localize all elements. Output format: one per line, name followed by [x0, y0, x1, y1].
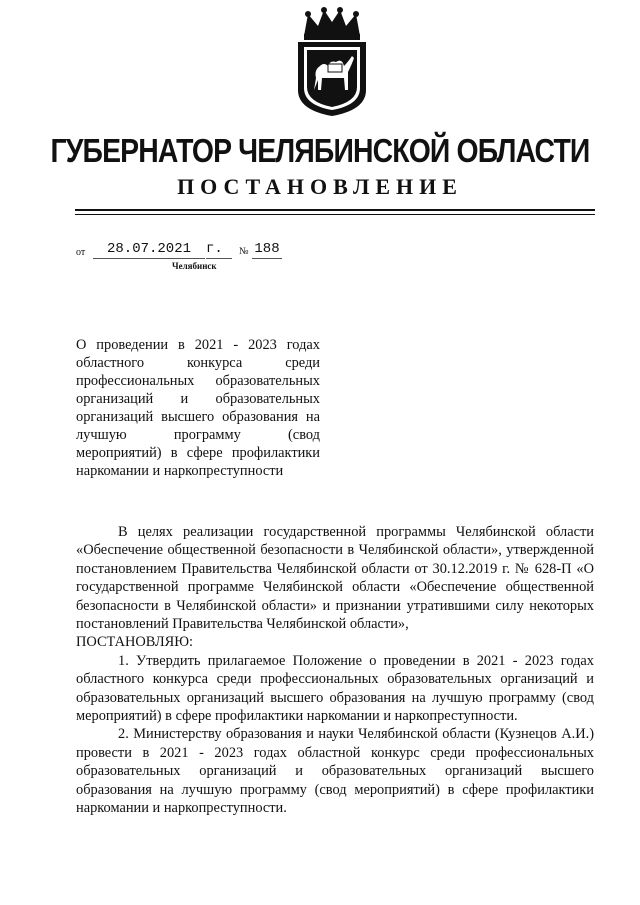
preamble-paragraph: В целях реализации государственной программы Челябинской области «Обеспечение общественной безопасности в Челябинской области», утвержденной постановлением Правительства Челябинской области от 30.12.2019 г. № 628-П «О государственной программе Челябинской области «Обеспечение общественной безопасности в Челябинской области» и признании утратившими силу некоторых постановлений Правительства Челябинской области», — [76, 524, 594, 633]
city-label: Челябинск — [172, 261, 217, 271]
header-divider-thick — [75, 209, 595, 211]
document-subject: О проведении в 2021 - 2023 годах областного конкурса среди профессиональных образовательных организаций и образовательных организаций высшего образования на лучшую программу (свод мероприятий) в сфере профилактики наркомании и наркопреступности — [76, 337, 320, 479]
item-2-paragraph: 2. Министерству образования и науки Челябинской области (Кузнецов А.И.) провести в 2021 - 2023 годах областной конкурс среди профессиональных образовательных организаций и образовательных организаций высшего образования на лучшую программу (свод мероприятий) в сфере профилактики наркомании и наркопреступности. — [76, 726, 594, 817]
year-suffix: г. — [206, 241, 232, 259]
document-number: 188 — [252, 241, 282, 259]
document-body — [76, 523, 594, 818]
number-label: № — [239, 246, 249, 257]
governor-title: ГУБЕРНАТОР ЧЕЛЯБИНСКОЙ ОБЛАСТИ — [50, 132, 590, 169]
decree-word: ПОСТАНОВЛЯЮ: — [76, 634, 194, 651]
document-type: ПОСТАНОВЛЕНИЕ — [177, 174, 463, 199]
item-1-paragraph: 1. Утвердить прилагаемое Положение о проведении в 2021 - 2023 годах областного конкурса среди профессиональных образовательных организаций и образовательных организаций высшего образования на лучшую программу (свод мероприятий) в сфере профилактики наркомании и наркопреступности. — [76, 652, 594, 725]
coat-of-arms-icon — [290, 6, 374, 118]
header-divider-thin — [75, 214, 595, 215]
document-date: 28.07.2021 — [93, 241, 205, 259]
date-prefix-label: от — [76, 247, 86, 258]
